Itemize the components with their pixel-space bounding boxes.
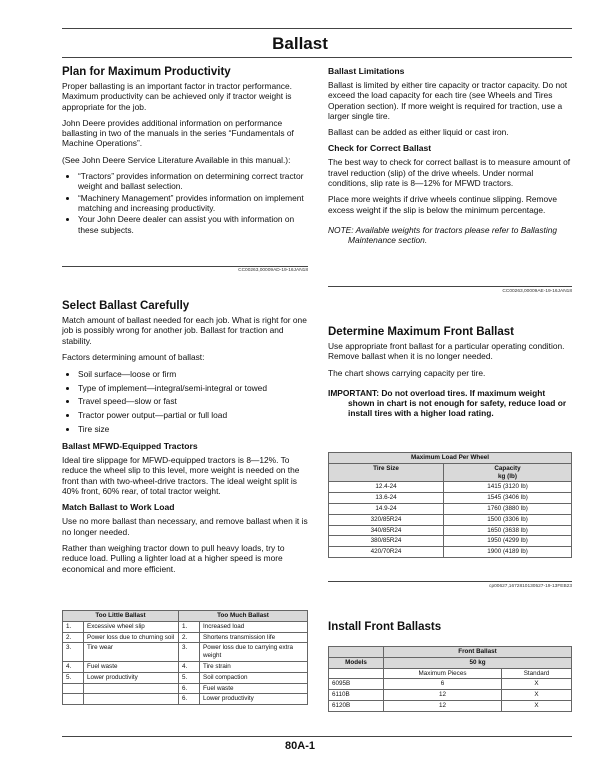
factor-bullet: • Tire size [78,423,310,436]
cell: 12 [384,690,502,701]
limitations-rule [328,286,572,287]
cell: Soil compaction [200,672,308,683]
limitations-paragraph-2: Ballast can be added as either liquid or cast iron. [328,127,509,138]
cell: Tire strain [200,661,308,672]
front-section [328,326,573,425]
cell: X [502,679,572,690]
cell: 1650 (3638 lb) [444,525,572,536]
cell: X [502,700,572,711]
cell: 1950 (4299 lb) [444,536,572,547]
cell: 1. [179,621,200,632]
cell: 2. [179,632,200,643]
cell: 14.9-24 [329,503,444,514]
mfwd-heading: Ballast MFWD-Equipped Tractors [62,441,198,452]
cell: 320/85R24 [329,514,444,525]
ballasting-note: NOTE: Available weights for tractors please refer to Ballasting Maintenance section. [328,224,558,246]
ballast-effects-table [62,610,308,705]
cell: 6110B [329,690,384,701]
cell: 380/85R24 [329,536,444,547]
title-rule [62,57,572,58]
mfwd-paragraph: Ideal tire slippage for MFWD-equipped tractors is 8—12%. To reduce the wheel slip to this level, more weight is needed on the front than with two-wheel-drive tractors. The ideal weight split is 40% front, 60% rear, of total tractor weight. [62,455,300,497]
front-rule [328,581,572,582]
page-title: Ballast [272,34,328,53]
check-paragraph-2: Place more weights if drive wheels continue slipping. Remove excess weight if the slip is below the minimum percentage. [328,194,558,215]
cell: 6 [384,679,502,690]
cell: 6. [179,694,200,705]
front-paragraph-1: Use appropriate front ballast for a particular operating condition. Remove ballast when it is no longer needed. [328,341,565,362]
cell: 3. [179,643,200,662]
cell: Fuel waste [84,661,179,672]
cell: Shortens transmission life [200,632,308,643]
cell [84,694,179,705]
cell: 13.6-24 [329,493,444,504]
check-paragraph-1: The best way to check for correct ballast is to measure amount of travel reduction (slip) of the drive wheels. Under normal conditions, slip rate is 8—12% for MFWD tractors. [328,157,571,189]
table-row [63,632,308,643]
front-heading: Determine Maximum Front Ballast [328,326,514,338]
table-row [329,536,572,547]
table-row [63,643,308,662]
plan-paragraph-2: John Deere provides additional information on performance ballasting in two of the manuals in the series “Fundamentals of Machine Operations”. [62,117,294,149]
table-row [63,661,308,672]
plan-heading: Plan for Maximum Productivity [62,66,231,78]
cell: Power loss due to carrying extra weight [200,643,308,662]
cell: 340/85R24 [329,525,444,536]
plan-code: CC00263,00009AD-19-16JAN18 [238,268,308,273]
plan-paragraph-3: (See John Deere Service Literature Available in this manual.): [62,154,291,165]
check-heading: Check for Correct Ballast [328,143,432,154]
cell: Fuel waste [200,683,308,694]
front-ballast-header: Front Ballast [384,647,572,658]
plan-paragraph-1: Proper ballasting is an important factor in tractor performance. Maximum productivity can be achieved only if tractor weight is appropriate for the job. [62,81,292,112]
factor-bullet: • Type of implement—integral/semi-integral or towed [78,382,310,395]
cell: 6. [179,683,200,694]
cell: 4. [63,661,84,672]
cell: 1545 (3406 lb) [444,493,572,504]
cell: 6120B [329,700,384,711]
install-section [328,621,573,636]
cell [84,683,179,694]
cell: Tire wear [84,643,179,662]
select-section [62,300,310,580]
cell: Increased load [200,621,308,632]
select-heading: Select Ballast Carefully [62,300,190,312]
table-row [329,700,572,711]
weight-header: 50 kg [384,657,572,668]
plan-bullets [62,171,310,235]
factor-bullet: • Travel speed—slow or fast [78,395,310,408]
select-paragraph-1: Match amount of ballast needed for each job. What is right for one job is possibly wrong for another job. Ballast for traction and stability. [62,315,307,346]
front-code: cp00627,1672810130527-19-13FEB23 [489,584,572,589]
table-row [63,683,308,694]
capacity-header [444,463,572,482]
factor-bullet: • Tractor power output—partial or full load [78,409,310,422]
max-pieces-header: Maximum Pieces [384,668,502,679]
plan-bullet: • “Tractors” provides information on determining correct tractor weight and ballast selection. [78,171,310,192]
cell: Power loss due to churning soil [84,632,179,643]
cell: 12 [384,700,502,711]
plan-rule [62,266,308,267]
important-warning: IMPORTANT: Do not overload tires. If maximum weight shown in chart is not enough for safety, reduce load or install tires with a higher load rating. [328,387,567,419]
models-header: Models [329,657,384,668]
cell: 5. [63,672,84,683]
cell: 1760 (3880 lb) [444,503,572,514]
cell: 4. [179,661,200,672]
cell: 1415 (3120 lb) [444,482,572,493]
front-paragraph-2: The chart shows carrying capacity per tire. [328,367,486,378]
standard-header: Standard [502,668,572,679]
table-row [329,690,572,701]
top-rule [62,28,572,29]
limitations-heading: Ballast Limitations [328,66,405,76]
match-paragraph-2: Rather than weighing tractor down to pull heavy loads, try to reduce load. Pulling a lighter load at a higher speed is more economical and more efficient. [62,542,285,574]
max-load-table [328,452,572,558]
match-paragraph-1: Use no more ballast than necessary, and remove ballast when it is no longer needed. [62,516,308,537]
plan-bullet: • Your John Deere dealer can assist you with information on these subjects. [78,214,310,235]
limitations-code: CC00263,00009AE-19-16JAN18 [502,289,572,294]
cell: Lower productivity [84,672,179,683]
cell: 5. [179,672,200,683]
select-paragraph-2: Factors determining amount of ballast: [62,351,205,362]
table-row [329,547,572,558]
blank-subheader [329,668,384,679]
table-row [63,694,308,705]
table-row [329,493,572,504]
tire-size-header: Tire Size [329,463,444,482]
factor-bullets [62,368,310,435]
cell: 1. [63,621,84,632]
page-number: 80A-1 [285,740,315,752]
table-row [329,482,572,493]
footer-rule [62,736,572,737]
table-row [329,503,572,514]
cell: X [502,690,572,701]
cell: 3. [63,643,84,662]
table-row [63,621,308,632]
blank-header [329,647,384,658]
cell: 12.4-24 [329,482,444,493]
capacity-unit-line: kg (lb) [498,472,517,480]
cell [63,683,84,694]
cell: 420/70R24 [329,547,444,558]
plan-section [62,66,310,241]
cell: Lower productivity [200,694,308,705]
plan-bullet: • “Machinery Management” provides information on implement matching and increasing productivity. [78,193,310,214]
too-much-header: Too Much Ballast [179,611,308,622]
cell: 2. [63,632,84,643]
max-load-title: Maximum Load Per Wheel [329,453,572,464]
cell [63,694,84,705]
match-heading: Match Ballast to Work Load [62,502,175,513]
front-ballast-table [328,646,572,712]
cell: 6095B [329,679,384,690]
table-row [63,672,308,683]
capacity-header-line: Capacity [494,464,521,472]
cell: Excessive wheel slip [84,621,179,632]
cell: 1500 (3306 lb) [444,514,572,525]
limitations-paragraph-1: Ballast is limited by either tire capacity or tractor capacity. Do not exceed the load capacity for each tire (see Wheels and Tires Operation section). If more weight is required for traction, use a larger single tire. [328,80,568,121]
table-row [329,514,572,525]
factor-bullet: • Soil surface—loose or firm [78,368,310,381]
install-heading: Install Front Ballasts [328,621,442,633]
table-row [329,525,572,536]
table-row [329,679,572,690]
cell: 1900 (4189 lb) [444,547,572,558]
too-little-header: Too Little Ballast [63,611,179,622]
limitations-section [328,66,573,252]
